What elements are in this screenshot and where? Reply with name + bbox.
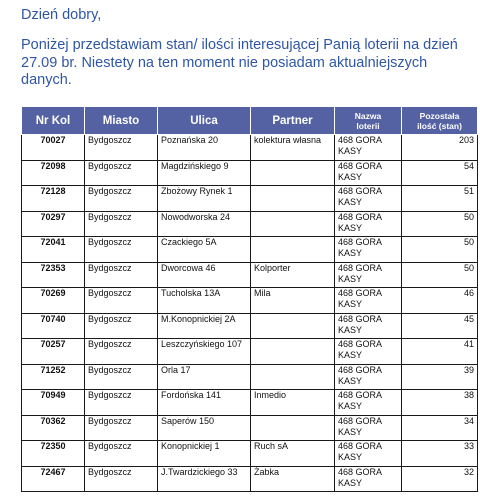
header-ulica: Ulica [158,107,251,135]
nazwa-line2: KASY [338,452,363,462]
cell-miasto: Bydgoszcz [85,135,158,161]
cell-nr-kol: 72098 [22,160,85,186]
table-row [22,135,478,161]
cell-nazwa-loterii [335,237,402,263]
cell-nr-kol: 70740 [22,313,85,339]
cell-nazwa-loterii [335,313,402,339]
header-nazwa-line2: loterii [356,120,380,131]
cell-miasto: Bydgoszcz [85,211,158,237]
cell-miasto: Bydgoszcz [85,415,158,441]
table-header-row [22,107,478,135]
cell-pozostala-ilosc: 41 [402,339,478,365]
cell-miasto: Bydgoszcz [85,288,158,314]
cell-pozostala-ilosc: 50 [402,262,478,288]
nazwa-line1: 468 GORA [338,237,383,247]
cell-partner: Żabka [251,466,335,492]
cell-nazwa-loterii [335,339,402,365]
nazwa-line2: KASY [338,350,363,360]
nazwa-line1: 468 GORA [338,186,383,196]
table-row [22,415,478,441]
nazwa-line2: KASY [338,146,363,156]
cell-nr-kol: 70297 [22,211,85,237]
cell-nazwa-loterii [335,211,402,237]
header-nazwa-line1: Nazwa [354,110,382,121]
table-row [22,288,478,314]
cell-ulica: Czackiego 5A [158,237,251,263]
cell-nazwa-loterii [335,441,402,467]
cell-partner: kolektura własna [251,135,335,161]
cell-nazwa-loterii [335,364,402,390]
table-row [22,211,478,237]
cell-pozostala-ilosc: 34 [402,415,478,441]
table-row [22,339,478,365]
lottery-stock-table [21,106,478,492]
lottery-table-container [21,106,477,492]
cell-nazwa-loterii [335,262,402,288]
nazwa-line1: 468 GORA [338,135,383,145]
cell-pozostala-ilosc: 51 [402,186,478,212]
cell-nr-kol: 72350 [22,441,85,467]
cell-partner [251,211,335,237]
cell-nr-kol: 72128 [22,186,85,212]
header-nazwa-loterii [335,107,402,135]
cell-pozostala-ilosc: 46 [402,288,478,314]
cell-pozostala-ilosc: 39 [402,364,478,390]
nazwa-line1: 468 GORA [338,339,383,349]
nazwa-line1: 468 GORA [338,313,383,324]
header-partner: Partner [251,107,335,135]
cell-nr-kol: 72041 [22,237,85,263]
cell-miasto: Bydgoszcz [85,313,158,339]
nazwa-line1: 468 GORA [338,364,383,375]
table-body [22,135,478,492]
cell-nazwa-loterii [335,288,402,314]
cell-miasto: Bydgoszcz [85,390,158,416]
cell-nr-kol: 70269 [22,288,85,314]
cell-pozostala-ilosc: 50 [402,237,478,263]
cell-ulica: M.Konopnickiej 2A [158,313,251,339]
nazwa-line1: 468 GORA [338,415,383,426]
header-ilosc-line1: Pozostała [419,110,460,121]
header-miasto: Miasto [85,107,158,135]
cell-ulica: Zbożowy Rynek 1 [158,186,251,212]
nazwa-line2: KASY [338,375,363,386]
cell-miasto: Bydgoszcz [85,186,158,212]
cell-nazwa-loterii [335,415,402,441]
cell-nr-kol: 70949 [22,390,85,416]
cell-nazwa-loterii [335,135,402,161]
cell-ulica: Fordońska 141 [158,390,251,416]
cell-pozostala-ilosc: 50 [402,211,478,237]
cell-ulica: J.Twardzickiego 33 [158,466,251,492]
cell-pozostala-ilosc: 203 [402,135,478,161]
cell-pozostala-ilosc: 32 [402,466,478,492]
nazwa-line1: 468 GORA [338,466,383,477]
cell-partner [251,160,335,186]
nazwa-line1: 468 GORA [338,262,383,273]
cell-ulica: Dworcowa 46 [158,262,251,288]
cell-partner [251,415,335,441]
cell-nr-kol: 70027 [22,135,85,161]
cell-miasto: Bydgoszcz [85,262,158,288]
table-row [22,390,478,416]
table-row [22,262,478,288]
cell-ulica: Leszczyńskiego 107 [158,339,251,365]
nazwa-line2: KASY [338,171,363,182]
table-row [22,237,478,263]
table-row [22,466,478,492]
cell-nazwa-loterii [335,160,402,186]
table-row [22,313,478,339]
cell-nr-kol: 71252 [22,364,85,390]
cell-ulica: Konopnickiej 1 [158,441,251,467]
cell-partner [251,364,335,390]
cell-pozostala-ilosc: 38 [402,390,478,416]
cell-nr-kol: 70257 [22,339,85,365]
cell-nr-kol: 72353 [22,262,85,288]
header-nr-kol: Nr Kol [22,107,85,135]
cell-miasto: Bydgoszcz [85,339,158,365]
nazwa-line2: KASY [338,197,363,207]
cell-ulica: Orla 17 [158,364,251,390]
nazwa-line2: KASY [338,273,363,284]
nazwa-line2: KASY [338,401,363,411]
cell-miasto: Bydgoszcz [85,441,158,467]
message-text: Poniżej przedstawiam stan/ ilości interesującej Panią loterii na dzień 27.09 br. Niestety na ten moment nie posiadam aktualniejszych danych. [21,37,458,88]
cell-nazwa-loterii [335,186,402,212]
nazwa-line2: KASY [338,426,363,437]
cell-miasto: Bydgoszcz [85,160,158,186]
cell-ulica: Poznańska 20 [158,135,251,161]
cell-ulica: Nowodworska 24 [158,211,251,237]
nazwa-line2: KASY [338,248,363,258]
cell-nazwa-loterii [335,466,402,492]
cell-nazwa-loterii [335,390,402,416]
cell-nr-kol: 70362 [22,415,85,441]
cell-ulica: Magdzińskiego 9 [158,160,251,186]
cell-partner: Inmedio [251,390,335,416]
table-row [22,186,478,212]
table-row [22,441,478,467]
cell-pozostala-ilosc: 33 [402,441,478,467]
nazwa-line2: KASY [338,299,363,309]
cell-partner [251,186,335,212]
nazwa-line2: KASY [338,477,363,488]
cell-partner [251,237,335,263]
cell-miasto: Bydgoszcz [85,237,158,263]
header-ilosc-line2: ilość (stan) [417,120,462,131]
cell-partner [251,339,335,365]
header-pozostala-ilosc [402,107,478,135]
nazwa-line1: 468 GORA [338,288,383,298]
cell-ulica: Saperów 150 [158,415,251,441]
cell-partner: Mila [251,288,335,314]
nazwa-line2: KASY [338,324,363,335]
cell-partner: Ruch sA [251,441,335,467]
cell-partner: Kolporter [251,262,335,288]
cell-ulica: Tucholska 13A [158,288,251,314]
cell-pozostala-ilosc: 54 [402,160,478,186]
greeting-text: Dzień dobry, [21,7,102,23]
nazwa-line1: 468 GORA [338,441,383,451]
table-row [22,160,478,186]
cell-miasto: Bydgoszcz [85,466,158,492]
cell-pozostala-ilosc: 45 [402,313,478,339]
cell-miasto: Bydgoszcz [85,364,158,390]
nazwa-line1: 468 GORA [338,390,383,400]
nazwa-line2: KASY [338,222,363,233]
cell-partner [251,313,335,339]
nazwa-line1: 468 GORA [338,160,383,171]
table-row [22,364,478,390]
cell-nr-kol: 72467 [22,466,85,492]
nazwa-line1: 468 GORA [338,211,383,222]
